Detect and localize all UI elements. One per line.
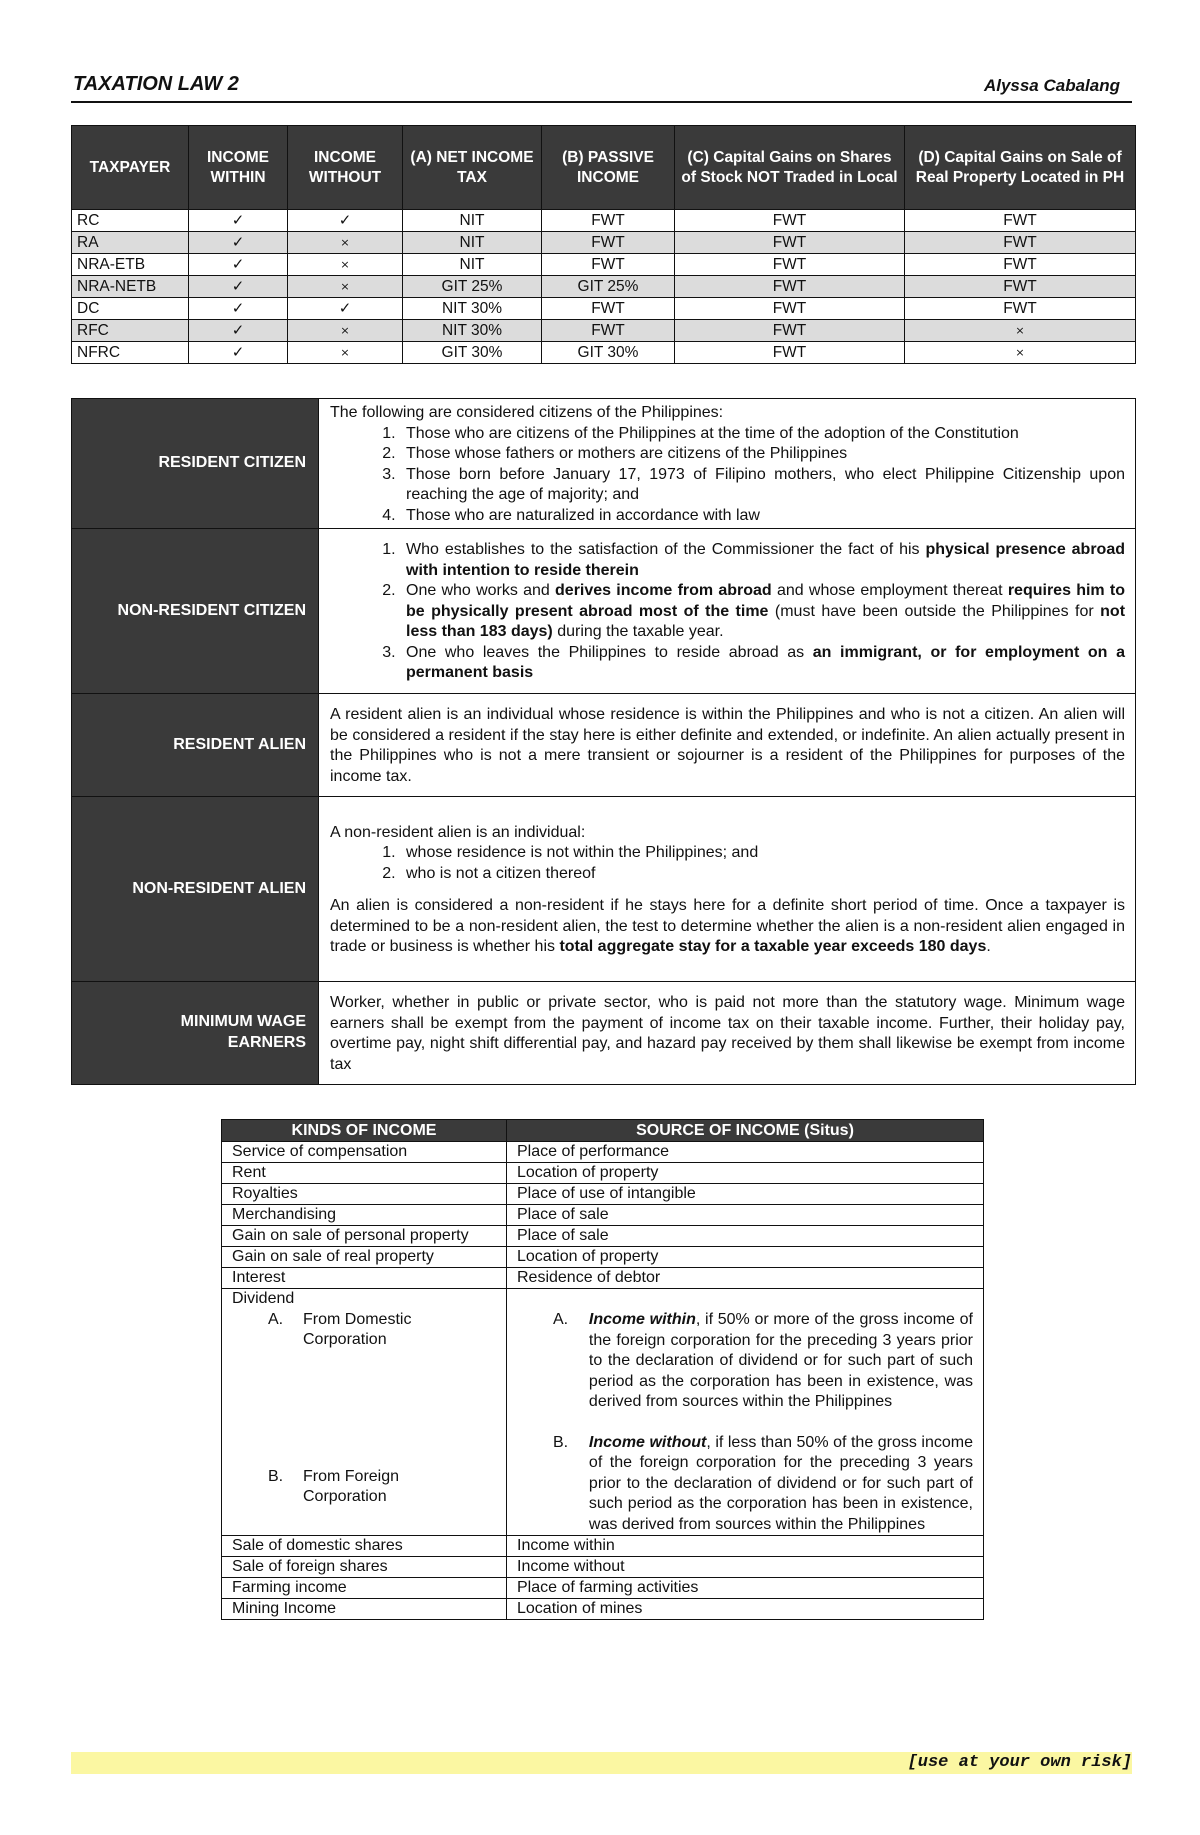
table-cell: [288, 232, 403, 254]
table-cell: GIT 30%: [542, 342, 675, 364]
income-kind-cell: Royalties: [222, 1184, 507, 1205]
income-source-cell: Location of mines: [507, 1599, 984, 1620]
income-kind-cell: Service of compensation: [222, 1142, 507, 1163]
column-header: (D) Capital Gains on Sale of Real Property Located in PH: [905, 126, 1136, 210]
table-row: [72, 210, 1136, 232]
check-icon: ✓: [231, 277, 245, 295]
check-icon: ✓: [231, 321, 245, 339]
income-source-cell: Place of use of intangible: [507, 1184, 984, 1205]
dividend-income-without: Income without, if less than 50% of the gross income of the foreign corporation for the preceding 3 years prior to the declaration of dividend or for such part of such period as the corporation has been in existence, was derived from sources within the Philippines: [588, 1433, 973, 1533]
x-mark-icon: ×: [340, 346, 350, 359]
table-cell: FWT: [675, 232, 905, 254]
definition-cell: [319, 982, 1136, 1085]
footer-disclaimer: [71, 1752, 1132, 1774]
table-row: [222, 1205, 984, 1226]
x-mark-icon: ×: [1015, 324, 1025, 337]
table-row: [222, 1536, 984, 1557]
table-cell: NIT: [403, 232, 542, 254]
definition-intro: The following are considered citizens of the Philippines:: [330, 404, 724, 421]
definition-cell: [319, 529, 1136, 694]
row-label: RESIDENT ALIEN: [72, 694, 319, 797]
column-header: (B) PASSIVE INCOME: [542, 126, 675, 210]
check-icon: ✓: [231, 255, 245, 273]
table-cell: [189, 254, 288, 276]
table-row: [222, 1557, 984, 1578]
table-cell: Dividend A. From Domestic Corporation B. From Foreign Corporation: [222, 1289, 507, 1536]
taxpayer-cell: NRA-ETB: [72, 254, 189, 276]
table-cell: GIT 25%: [542, 276, 675, 298]
definition-text: Worker, whether in public or private sector, who is paid not more than the statutory wage. Minimum wage earners shall be exempt from the payment of income tax on their taxable income. Further, their holiday pay, overtime pay, night shift differential pay, and hazard pay received by them shall likewise be exempt from income tax: [330, 994, 1125, 1073]
table-cell: NIT: [403, 254, 542, 276]
definition-cell: [319, 694, 1136, 797]
income-source-cell: Place of sale: [507, 1205, 984, 1226]
definition-cell: [319, 797, 1136, 982]
table-cell: FWT: [542, 210, 675, 232]
income-kind-cell: Sale of foreign shares: [222, 1557, 507, 1578]
table-row: [222, 1142, 984, 1163]
x-mark-icon: ×: [340, 280, 350, 293]
table-row: [72, 320, 1136, 342]
check-icon: ✓: [231, 211, 245, 229]
table-row: [222, 1163, 984, 1184]
row-label: NON-RESIDENT ALIEN: [72, 797, 319, 982]
check-icon: ✓: [338, 299, 352, 317]
income-source-cell: Location of property: [507, 1247, 984, 1268]
taxpayer-cell: NRA-NETB: [72, 276, 189, 298]
definition-intro: A non-resident alien is an individual:: [330, 823, 586, 841]
x-mark-icon: ×: [1015, 346, 1025, 359]
definitions-table: [71, 398, 1136, 1085]
column-header: TAXPAYER: [72, 126, 189, 210]
dividend-domestic: From Domestic Corporation: [303, 1310, 412, 1348]
table-cell: [189, 320, 288, 342]
taxpayer-cell: DC: [72, 298, 189, 320]
income-source-cell: Income within: [507, 1536, 984, 1557]
income-kind-cell: Interest: [222, 1268, 507, 1289]
definition-text: An alien is considered a non-resident if he stays here for a definite short period of time. Once a taxpayer is determined to be a non-resident alien, the test to determine whether the alien is a non-resident alien engaged in trade or business is whether his total aggregate stay for a taxable year exceeds 180 days.: [330, 897, 1125, 955]
income-source-cell: Place of farming activities: [507, 1578, 984, 1599]
table-cell: FWT: [905, 254, 1136, 276]
column-header: (C) Capital Gains on Shares of Stock NOT Traded in Local: [675, 126, 905, 210]
x-mark-icon: ×: [340, 324, 350, 337]
table-row: [222, 1599, 984, 1620]
table-row: [72, 298, 1136, 320]
list-item: 1. Those who are citizens of the Philippines at the time of the adoption of the Constitution: [400, 424, 1125, 445]
income-kind-cell: Sale of domestic shares: [222, 1536, 507, 1557]
column-header: (A) NET INCOME TAX: [403, 126, 542, 210]
page-header: [71, 71, 1132, 103]
table-cell: [189, 232, 288, 254]
dividend-label: Dividend: [232, 1290, 295, 1307]
income-source-cell: Place of sale: [507, 1226, 984, 1247]
table-cell: [189, 298, 288, 320]
definition-text: A resident alien is an individual whose residence is within the Philippines and who is not a citizen. An alien will be considered a resident if the stay here is either definite and extended, or indefinite. An alien actually present in the Philippines who is not a mere transient or sojourner is a resident of the Philippines for purposes of the income tax.: [330, 706, 1125, 785]
table-row: [72, 529, 1136, 694]
list-item: 2. who is not a citizen thereof: [400, 864, 1125, 885]
table-row: [222, 1268, 984, 1289]
document-title: TAXATION LAW 2: [73, 73, 239, 95]
table-cell: FWT: [675, 210, 905, 232]
table-row: [222, 1184, 984, 1205]
income-source-cell: Place of performance: [507, 1142, 984, 1163]
check-icon: ✓: [338, 211, 352, 229]
taxpayer-cell: RFC: [72, 320, 189, 342]
dividend-income-within: Income within, if 50% or more of the gross income of the foreign corporation for the preceding 3 years prior to the declaration of dividend or for such part of such period as the corporation has been in existence, was derived from sources within the Philippines: [588, 1311, 973, 1410]
row-label: RESIDENT CITIZEN: [72, 399, 319, 529]
table-cell: [288, 210, 403, 232]
check-icon: ✓: [231, 343, 245, 361]
income-source-cell: Location of property: [507, 1163, 984, 1184]
income-kind-cell: Gain on sale of personal property: [222, 1226, 507, 1247]
table-cell: FWT: [542, 232, 675, 254]
table-cell: [189, 276, 288, 298]
column-header: SOURCE OF INCOME (Situs): [507, 1120, 984, 1142]
table-header-row: [72, 126, 1136, 210]
definition-cell: [319, 399, 1136, 529]
table-cell: A. Income within, if 50% or more of the gross income of the foreign corporation for the preceding 3 years prior to the declaration of dividend or for such part of such period as the corporation has been in existence, was derived from sources within the Philippines B. Income without, if less than 50% of the gross income of the foreign corporation for the preceding 3 years prior to the declaration of dividend or for such part of such period as the corporation has been in existence, was derived from sources within the Philippines: [507, 1289, 984, 1536]
table-cell: FWT: [675, 298, 905, 320]
table-cell: [189, 210, 288, 232]
income-source-cell: Income without: [507, 1557, 984, 1578]
income-kind-cell: Gain on sale of real property: [222, 1247, 507, 1268]
income-kind-cell: Merchandising: [222, 1205, 507, 1226]
table-cell: FWT: [542, 298, 675, 320]
table-cell: GIT 30%: [403, 342, 542, 364]
table-row: [222, 1578, 984, 1599]
table-cell: [288, 342, 403, 364]
income-kind-cell: Rent: [222, 1163, 507, 1184]
table-cell: FWT: [905, 210, 1136, 232]
taxpayer-cell: RA: [72, 232, 189, 254]
list-item: 2. Those whose fathers or mothers are citizens of the Philippines: [400, 444, 1125, 465]
column-header: KINDS OF INCOME: [222, 1120, 507, 1142]
table-cell: NIT: [403, 210, 542, 232]
list-item: 1. whose residence is not within the Philippines; and: [400, 843, 1125, 864]
column-header: INCOME WITHIN: [189, 126, 288, 210]
table-cell: FWT: [905, 232, 1136, 254]
table-row: [72, 276, 1136, 298]
table-cell: [288, 298, 403, 320]
table-cell: FWT: [675, 320, 905, 342]
disclaimer-text: [use at your own risk]: [907, 1753, 1132, 1772]
table-cell: FWT: [675, 342, 905, 364]
income-kind-cell: Mining Income: [222, 1599, 507, 1620]
table-row: [72, 254, 1136, 276]
list-item: 3. One who leaves the Philippines to reside abroad as an immigrant, or for employment on a permanent basis: [400, 643, 1125, 684]
row-label: MINIMUM WAGE EARNERS: [72, 982, 319, 1085]
check-icon: ✓: [231, 299, 245, 317]
table-cell: GIT 25%: [403, 276, 542, 298]
list-item: 1. Who establishes to the satisfaction of the Commissioner the fact of his physical presence abroad with intention to reside therein: [400, 540, 1125, 581]
table-cell: [189, 342, 288, 364]
list-item: 2. One who works and derives income from abroad and whose employment thereat requires him to be physically present abroad most of the time (must have been outside the Philippines for not less than 183 days) during the taxable year.: [400, 581, 1125, 643]
table-cell: NIT 30%: [403, 320, 542, 342]
table-row: [72, 232, 1136, 254]
taxpayer-table: [71, 125, 1136, 364]
income-source-table: [221, 1119, 984, 1620]
table-row: [72, 694, 1136, 797]
list-item: 4. Those who are naturalized in accordance with law: [400, 506, 1125, 527]
taxpayer-cell: NFRC: [72, 342, 189, 364]
document-author: Alyssa Cabalang: [983, 76, 1120, 95]
row-label: NON-RESIDENT CITIZEN: [72, 529, 319, 694]
table-cell: FWT: [542, 320, 675, 342]
list-item: 3. Those born before January 17, 1973 of Filipino mothers, who elect Philippine Citizenship upon reaching the age of majority; and: [400, 465, 1125, 506]
dividend-row: [222, 1289, 984, 1536]
table-cell: FWT: [542, 254, 675, 276]
table-cell: FWT: [675, 254, 905, 276]
table-cell: NIT 30%: [403, 298, 542, 320]
table-cell: [288, 254, 403, 276]
table-row: [222, 1247, 984, 1268]
x-mark-icon: ×: [340, 236, 350, 249]
taxpayer-cell: RC: [72, 210, 189, 232]
table-cell: [288, 320, 403, 342]
table-cell: [288, 276, 403, 298]
check-icon: ✓: [231, 233, 245, 251]
table-row: [222, 1226, 984, 1247]
table-header-row: [222, 1120, 984, 1142]
table-row: [72, 342, 1136, 364]
table-cell: FWT: [675, 276, 905, 298]
table-cell: FWT: [905, 298, 1136, 320]
table-cell: FWT: [905, 276, 1136, 298]
x-mark-icon: ×: [340, 258, 350, 271]
column-header: INCOME WITHOUT: [288, 126, 403, 210]
table-row: [72, 982, 1136, 1085]
income-source-cell: Residence of debtor: [507, 1268, 984, 1289]
table-row: [72, 399, 1136, 529]
income-kind-cell: Farming income: [222, 1578, 507, 1599]
table-cell: [905, 320, 1136, 342]
table-row: [72, 797, 1136, 982]
dividend-foreign: From Foreign Corporation: [303, 1467, 400, 1505]
table-cell: [905, 342, 1136, 364]
